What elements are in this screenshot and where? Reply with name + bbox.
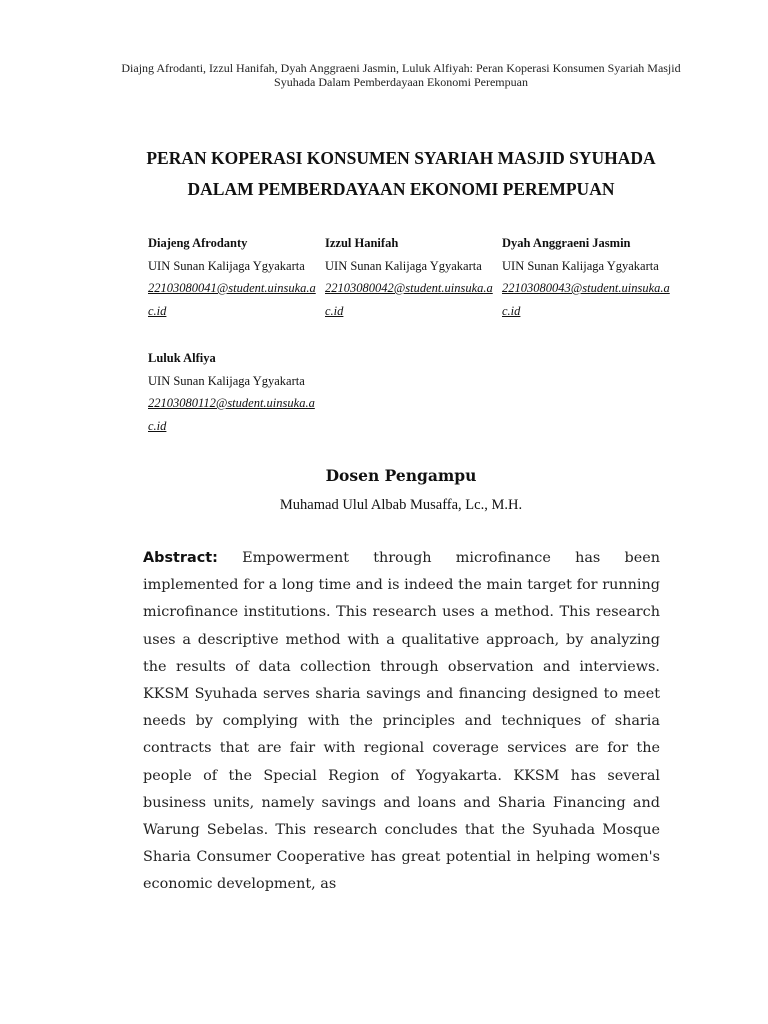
- author-name: Dyah Anggraeni Jasmin: [502, 236, 631, 250]
- author-name: Luluk Alfiya: [148, 351, 216, 365]
- author-block: [502, 232, 672, 322]
- author-affiliation: UIN Sunan Kalijaga Ygyakarta: [325, 258, 482, 273]
- paper-title: [100, 143, 702, 205]
- author-block: [148, 347, 318, 437]
- author-email-link[interactable]: 22103080042@student.uinsuka.ac.id: [325, 281, 493, 318]
- abstract-paragraph: [143, 545, 660, 899]
- author-email-link[interactable]: 22103080041@student.uinsuka.ac.id: [148, 281, 316, 318]
- author-affiliation: UIN Sunan Kalijaga Ygyakarta: [148, 258, 305, 273]
- author-name: Diajeng Afrodanty: [148, 236, 248, 250]
- abstract-text: Empowerment through microfinance has been implemented for a long time and is indeed the main target for running microfinance institutions. This research uses a method. This research uses a descriptive method with a qualitative approach, by analyzing the results of data collection through observation and interviews. KKSM Syuhada serves sharia savings and financing designed to meet needs by complying with the principles and techniques of sharia contracts that are fair with regional coverage services are for the people of the Special Region of Yogyakarta. KKSM has several business units, namely savings and loans and Sharia Financing and Warung Sebelas. This research concludes that the Syuhada Mosque Sharia Consumer Cooperative has great potential in helping women's economic development, as: [143, 550, 661, 893]
- author-email-link[interactable]: 22103080112@student.uinsuka.ac.id: [148, 396, 315, 433]
- author-affiliation: UIN Sunan Kalijaga Ygyakarta: [148, 373, 305, 388]
- author-email-link[interactable]: 22103080043@student.uinsuka.ac.id: [502, 281, 670, 318]
- author-block: [325, 232, 495, 322]
- lecturer-name: Muhamad Ulul Albab Musaffa, Lc., M.H.: [279, 497, 523, 513]
- title-line-2: DALAM PEMBERDAYAAN EKONOMI PEREMPUAN: [187, 179, 615, 199]
- lecturer-heading: Dosen Pengampu: [325, 466, 477, 485]
- author-name: Izzul Hanifah: [325, 236, 399, 250]
- title-line-1: PERAN KOPERASI KONSUMEN SYARIAH MASJID SYUHADA: [146, 148, 656, 168]
- abstract-label: Abstract:: [143, 550, 218, 566]
- running-head: Diajng Afrodanti, Izzul Hanifah, Dyah Anggraeni Jasmin, Luluk Alfiyah: Peran Koperasi Konsumen Syariah Masjid Syuhada Dalam Pemberdayaan Ekonomi Perempuan: [121, 61, 681, 89]
- author-block: [148, 232, 318, 322]
- author-affiliation: UIN Sunan Kalijaga Ygyakarta: [502, 258, 659, 273]
